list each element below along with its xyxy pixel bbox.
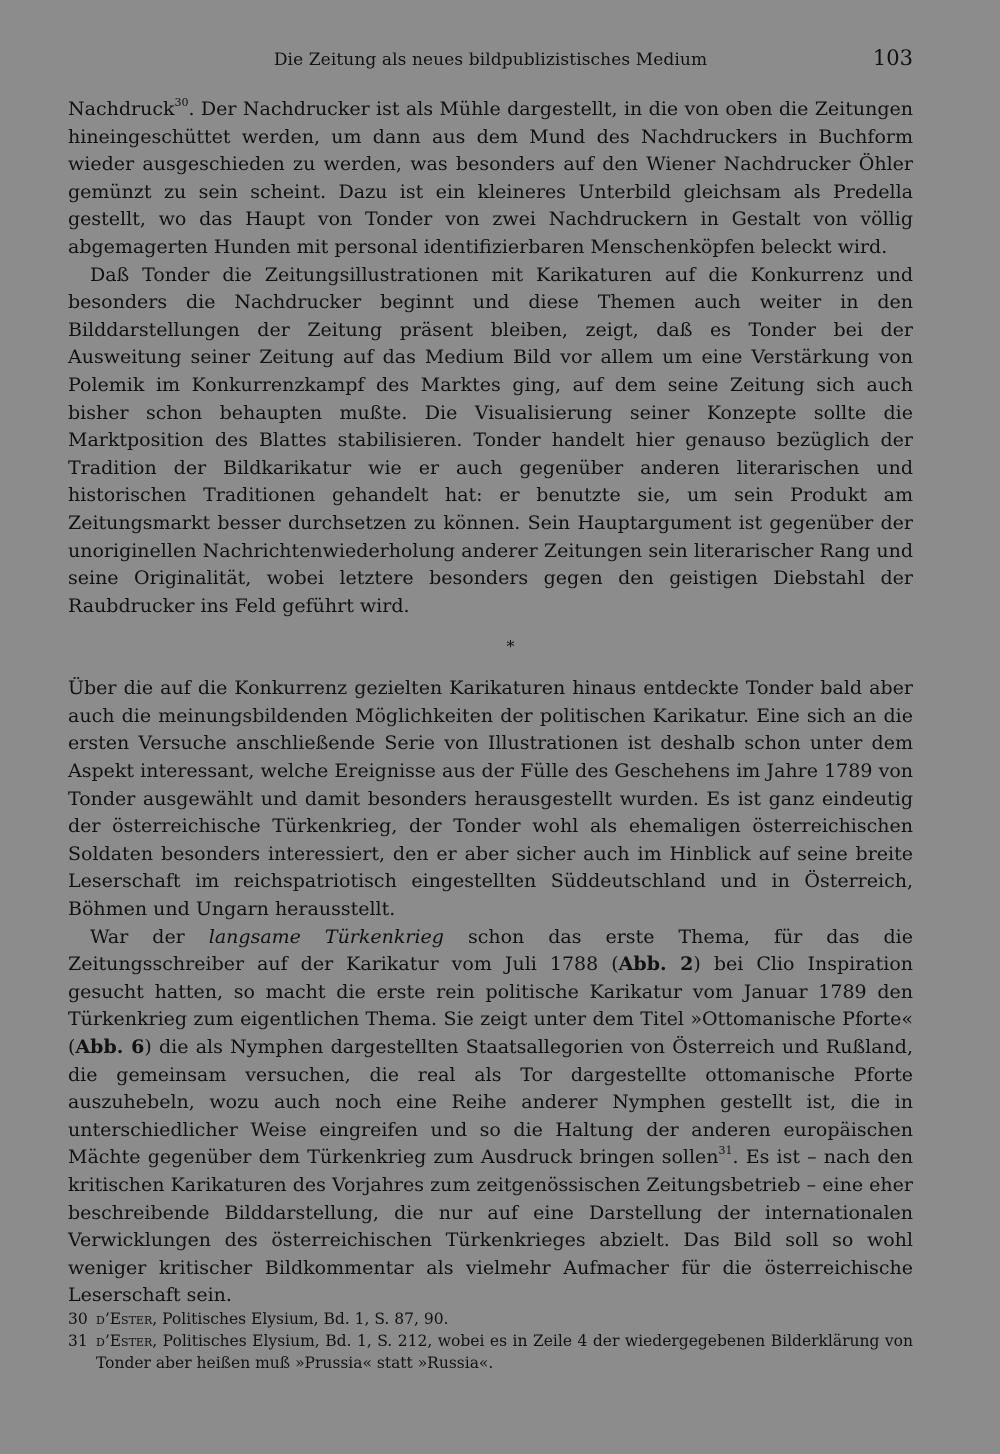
- paragraph-4-part-3: schon das erste Thema, für das die Zeitungsschreiber auf der Karikatur vom Juli 1788 (: [68, 925, 913, 976]
- paragraph-4-part-8: . Es ist – nach den kritischen Karikaturen des Vorjahres zum zeitgenössischen Zeitungsbetrieb – eine eher beschreibende Bilddarstellung, die nur auf eine Darstellung der internationalen Verwicklungen des österreichischen Türkenkrieges abzielt. Das Bild soll so wohl weniger kritischer Bildkommentar als vielmehr Aufmacher für die österreichische Leserschaft sein.: [68, 1146, 914, 1307]
- footnote-ref-30: 30: [174, 96, 189, 109]
- footnote-number: 30: [68, 1310, 88, 1328]
- paragraph-3: Über die auf die Konkurrenz gezielten Karikaturen hinaus entdeckte Tonder bald aber auch die meinungsbildenden Möglichkeiten der politischen Karikatur. Eine sich an die ersten Versuche anschließende Serie von Illustrationen ist deshalb schon unter dem Aspekt interessant, welche Ereignisse aus der Fülle des Geschehens im Jahre 1789 von Tonder ausgewählt und damit besonders herausgestellt wurden. Es ist ganz eindeutig der österreichische Türkenkrieg, der Tonder wohl als ehemaligen österreichischen Soldaten besonders interessiert, den er aber sicher auch im Hinblick auf seine breite Leserschaft im reichspatriotisch eingestellten Süddeutschland und in Österreich, Böhmen und Ungarn herausstellt.: [68, 677, 913, 921]
- paragraph-2: Daß Tonder die Zeitungsillustrationen mit Karikaturen auf die Konkurrenz und besonders die Nachdrucker beginnt und diese Themen auch weiter in den Bilddarstellungen der Zeitung präsent bleiben, zeigt, daß es Tonder bei der Ausweitung seiner Zeitung auf das Medium Bild vor allem um eine Verstärkung von Polemik im Konkurrenzkampf des Marktes ging, auf dem seine Zeitung sich auch bisher schon behaupten mußte. Die Visualisierung seiner Konzepte sollte die Marktposition des Blattes stabilisieren. Tonder handelt hier genauso bezüglich der Tradition der Bildkarikatur wie er auch gegenüber anderen literarischen und historischen Traditionen gehandelt hat: er benutzte sie, um sein Produkt am Zeitungsmarkt besser durchsetzen zu können. Sein Hauptargument ist gegenüber der unoriginellen Nachrichtenwiederholung anderer Zeitungen sein literarischer Rang und seine Originalität, wobei letztere besonders gegen den geistigen Diebstahl der Raubdrucker ins Feld geführt wird.: [68, 263, 913, 617]
- paragraph-4: [68, 924, 913, 1310]
- section-separator: *: [506, 637, 515, 657]
- emphasis-langsame-tuerkenkrieg: langsame Türkenkrieg: [208, 925, 444, 948]
- footnote-author: d’Ester: [96, 1332, 153, 1350]
- footnote-number: 31: [68, 1332, 88, 1350]
- footnote-text: , Politisches Elysium, Bd. 1, S. 212, wobei es in Zeile 4 der wiedergegebenen Bilderklärung von Tonder aber heißen muß »Prussia« statt »Russia«.: [96, 1332, 913, 1372]
- paragraph-4-part-1: War der: [90, 925, 209, 948]
- figure-ref-abb-2: Abb. 2: [618, 953, 694, 976]
- footnote-text: , Politisches Elysium, Bd. 1, S. 87, 90.: [152, 1310, 449, 1328]
- page-number: 103: [872, 46, 913, 70]
- paragraph-4-part-5: ) bei Clio Inspiration gesucht hatten, so macht die erste rein politische Karikatur vom Januar 1789 den Türkenkrieg zum eigentlichen Thema. Sie zeigt unter dem Titel »Ottomanische Pforte« (: [68, 953, 913, 1058]
- footnote-30: [68, 1308, 913, 1330]
- paragraph-1-text: . Der Nachdrucker ist als Mühle dargestellt, in die von oben die Zeitungen hineingeschüttet werden, um dann aus dem Mund des Nachdruckers in Buchform wieder ausgeschieden zu werden, was besonders auf den Wiener Nachdrucker Öhler gemünzt zu sein scheint. Dazu ist ein kleineres Unterbild gleichsam als Predella gestellt, wo das Haupt von Tonder von zwei Nachdruckern in Gestalt von völlig abgemagerten Hunden mit personal identifizierbaren Menschenköpfen beleckt wird.: [68, 98, 913, 258]
- paragraph-1-start: Nachdruck: [68, 98, 175, 120]
- footnote-ref-31: 31: [718, 1144, 733, 1158]
- page-header: [68, 46, 913, 76]
- footnote-31: [68, 1330, 913, 1374]
- footnotes: [68, 1308, 913, 1374]
- paragraph-1: [68, 96, 913, 262]
- footnote-author: d’Ester: [96, 1310, 153, 1328]
- body-text: [68, 96, 913, 1310]
- paragraph-4-part-7: ) die als Nymphen dargestellten Staatsallegorien von Österreich und Rußland, die gemeinsam versuchen, die real als Tor dargestellte ottomanische Pforte auszuhebeln, wozu auch noch eine Reihe anderer Nymphen gestellt ist, die in unterschiedlicher Weise eingreifen und so die Haltung der anderen europäischen Mächte gegenüber dem Türkenkrieg zum Ausdruck bringen sollen: [68, 1036, 913, 1169]
- running-title: Die Zeitung als neues bildpublizistisches Medium: [273, 50, 708, 70]
- figure-ref-abb-6: Abb. 6: [75, 1036, 145, 1058]
